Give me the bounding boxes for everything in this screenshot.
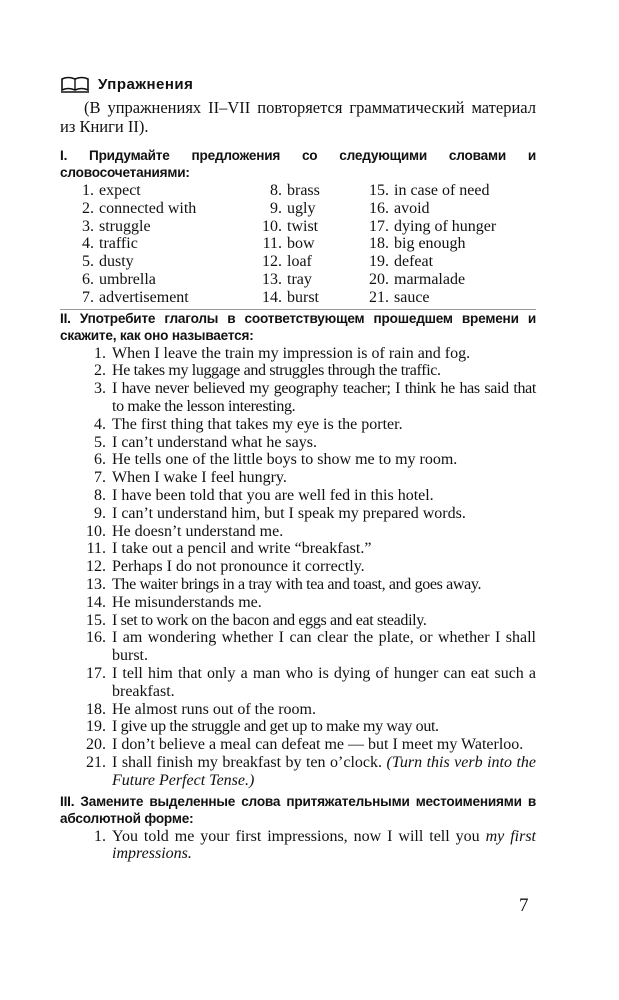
- sentence-text: [112, 416, 536, 434]
- word-item: [255, 271, 365, 289]
- sentence-item: [60, 665, 536, 701]
- word-number: 14.: [262, 288, 282, 306]
- sentence-item: [60, 828, 536, 864]
- sentence-item: [60, 754, 536, 790]
- sentence-body: I am wondering whether I can clear the plate, or whether I shall burst.: [112, 629, 536, 665]
- sentence-body: I have been told that you are well fed in this hotel.: [112, 486, 434, 504]
- sentence-number: 13.: [86, 575, 106, 593]
- sentence-number: 6.: [94, 451, 106, 469]
- word-item: [60, 235, 255, 253]
- exercise-3-list: [60, 828, 536, 864]
- word-number: 13.: [262, 270, 282, 288]
- sentence-body: The first thing that takes my eye is the porter.: [112, 415, 403, 433]
- sentence-number: 3.: [94, 380, 106, 398]
- word-text: traffic: [99, 235, 138, 253]
- sentence-item: [60, 629, 536, 665]
- sentence-item: [60, 701, 536, 719]
- sentence-item: [60, 416, 536, 434]
- intro-text: (В упражнениях II–VII повторяется грамматический материал из Книги II).: [60, 98, 536, 136]
- sentence-number: 15.: [86, 611, 106, 629]
- sentence-number: 4.: [94, 415, 106, 433]
- sentence-body: I set to work on the bacon and eggs and eat steadily.: [112, 611, 427, 629]
- sentence-item: [60, 558, 536, 576]
- word-text: loaf: [287, 253, 312, 271]
- sentence-body: When I wake I feel hungry.: [112, 469, 287, 487]
- sentence-note: (Turn this verb into the Future Perfect Tense.): [112, 753, 537, 789]
- word-text: avoid: [394, 199, 430, 217]
- sentence-item: [60, 487, 536, 505]
- sentence-text: [112, 451, 536, 469]
- exercise-3-task: III. Замените выделенные слова притяжательными местоимениями в абсолютной форме:: [60, 793, 536, 826]
- word-text: twist: [287, 217, 319, 235]
- word-number: 10.: [262, 217, 282, 235]
- word-number: 4.: [82, 235, 94, 253]
- sentence-body: He almost runs out of the room.: [112, 700, 316, 718]
- word-text: tray: [287, 270, 312, 288]
- sentence-body: I shall finish my breakfast by ten o’clock.: [112, 753, 383, 771]
- word-text: advertisement: [99, 288, 189, 306]
- word-item: [365, 289, 536, 307]
- sentence-body: I don’t believe a meal can defeat me — but I meet my Waterloo.: [112, 736, 524, 754]
- word-number: 3.: [82, 217, 94, 235]
- sentence-text: [112, 362, 536, 380]
- word-number: 11.: [262, 235, 282, 253]
- exercise-2-task: II. Употребите глаголы в соответствующем прошедшем времени и скажите, как оно называется:: [60, 310, 536, 343]
- sentence-item: [60, 718, 536, 736]
- word-number: 18.: [369, 235, 389, 253]
- section-header: [60, 72, 536, 96]
- sentence-number: 7.: [94, 469, 106, 487]
- word-item: [255, 182, 365, 200]
- sentence-number: 18.: [86, 700, 106, 718]
- word-item: [60, 218, 255, 236]
- sentence-body: Perhaps I do not pronounce it correctly.: [112, 558, 365, 576]
- sentence-text: [112, 505, 536, 523]
- word-item: [60, 200, 255, 218]
- word-column-3: [365, 182, 536, 307]
- sentence-text: [112, 736, 536, 754]
- word-number: 6.: [82, 270, 94, 288]
- sentence-text: [112, 345, 536, 363]
- sentence-item: [60, 362, 536, 380]
- word-text: dying of hunger: [394, 217, 497, 235]
- sentence-number: 12.: [86, 558, 106, 576]
- sentence-body: I have never believed my geography teacher; I think he has said that to make the lesson interesting.: [112, 380, 536, 415]
- word-text: brass: [287, 182, 320, 199]
- sentence-number: 1.: [94, 827, 106, 845]
- word-text: umbrella: [99, 270, 156, 288]
- word-number: 20.: [369, 270, 389, 288]
- sentence-number: 17.: [86, 664, 106, 682]
- sentence-text: [112, 540, 536, 558]
- word-item: [60, 182, 255, 200]
- sentence-text: [112, 701, 536, 719]
- sentence-item: [60, 434, 536, 452]
- word-number: 21.: [369, 288, 389, 306]
- word-text: ugly: [287, 199, 316, 217]
- sentence-item: [60, 736, 536, 754]
- word-item: [60, 253, 255, 271]
- sentence-text: [112, 612, 536, 630]
- sentence-item: [60, 540, 536, 558]
- sentence-text: [112, 594, 536, 612]
- word-text: dusty: [99, 253, 134, 271]
- sentence-item: [60, 594, 536, 612]
- word-item: [365, 218, 536, 236]
- sentence-number: 21.: [86, 753, 106, 771]
- sentence-text: [112, 434, 536, 452]
- sentence-number: 16.: [86, 629, 106, 647]
- sentence-item: [60, 505, 536, 523]
- word-item: [365, 253, 536, 271]
- sentence-text: [112, 576, 536, 594]
- word-number: 15.: [369, 182, 389, 199]
- sentence-text: [112, 629, 536, 665]
- sentence-text: [112, 487, 536, 505]
- sentence-item: [60, 380, 536, 416]
- page-number: 7: [519, 895, 529, 916]
- word-item: [365, 182, 536, 200]
- sentence-number: 20.: [86, 736, 106, 754]
- open-book-icon: [60, 75, 90, 93]
- sentence-number: 8.: [94, 486, 106, 504]
- sentence-body: I can’t understand what he says.: [112, 433, 317, 451]
- section-title: Упражнения: [98, 75, 194, 93]
- word-item: [255, 289, 365, 307]
- word-item: [255, 235, 365, 253]
- word-text: sauce: [394, 288, 430, 306]
- word-number: 9.: [270, 199, 282, 217]
- sentence-item: [60, 576, 536, 594]
- sentence-text: [112, 469, 536, 487]
- word-number: 1.: [82, 182, 94, 199]
- sentence-text: [112, 558, 536, 576]
- sentence-number: 10.: [86, 522, 106, 540]
- sentence-number: 2.: [94, 362, 106, 380]
- word-item: [255, 253, 365, 271]
- sentence-body: He tells one of the little boys to show me to my room.: [112, 451, 458, 469]
- word-text: connected with: [99, 199, 197, 217]
- sentence-item: [60, 612, 536, 630]
- highlighted-words: my first impressions.: [112, 827, 536, 863]
- word-text: big enough: [394, 235, 466, 253]
- word-number: 7.: [82, 288, 94, 306]
- sentence-body: When I leave the train my impression is of rain and fog.: [112, 344, 471, 362]
- sentence-item: [60, 469, 536, 487]
- word-text: burst: [287, 288, 319, 306]
- word-text: struggle: [99, 217, 151, 235]
- sentence-text: [112, 828, 536, 864]
- sentence-number: 1.: [94, 344, 106, 362]
- word-text: marmalade: [394, 270, 466, 288]
- sentence-body: He doesn’t understand me.: [112, 522, 284, 540]
- word-item: [60, 271, 255, 289]
- sentence-number: 14.: [86, 593, 106, 611]
- word-number: 5.: [82, 253, 94, 271]
- word-number: 12.: [262, 253, 282, 271]
- word-text: bow: [287, 235, 315, 253]
- word-number: 17.: [369, 217, 389, 235]
- sentence-text: [112, 718, 536, 736]
- sentence-item: [60, 451, 536, 469]
- word-list: [60, 182, 536, 307]
- word-item: [60, 289, 255, 307]
- sentence-number: 19.: [86, 718, 106, 736]
- word-column-1: [60, 182, 255, 307]
- word-item: [365, 200, 536, 218]
- word-number: 16.: [369, 199, 389, 217]
- page: [60, 72, 536, 863]
- sentence-number: 11.: [86, 540, 106, 558]
- sentence-number: 9.: [94, 504, 106, 522]
- sentence-body: I give up the struggle and get up to make my way out.: [112, 718, 439, 736]
- sentence-body: You told me your first impressions, now I will tell you: [112, 827, 480, 845]
- exercise-2-list: [60, 345, 536, 790]
- word-number: 2.: [82, 199, 94, 217]
- word-number: 8.: [270, 182, 282, 199]
- sentence-item: [60, 523, 536, 541]
- sentence-text: [112, 523, 536, 541]
- sentence-text: [112, 380, 536, 416]
- sentence-body: I take out a pencil and write “breakfast.”: [112, 540, 372, 558]
- exercise-1-task: I. Придумайте предложения со следующими словами и словосочетаниями:: [60, 148, 536, 180]
- word-item: [255, 200, 365, 218]
- sentence-number: 5.: [94, 433, 106, 451]
- sentence-text: [112, 665, 536, 701]
- word-text: expect: [99, 182, 141, 199]
- word-text: defeat: [394, 253, 434, 271]
- sentence-text: [112, 754, 536, 790]
- word-item: [255, 218, 365, 236]
- sentence-body: I tell him that only a man who is dying of hunger can eat such a breakfast.: [112, 664, 536, 700]
- word-number: 19.: [369, 253, 389, 271]
- sentence-body: I can’t understand him, but I speak my prepared words.: [112, 504, 466, 522]
- word-column-2: [255, 182, 365, 307]
- sentence-body: He misunderstands me.: [112, 593, 262, 611]
- word-text: in case of need: [394, 182, 490, 199]
- sentence-body: He takes my luggage and struggles through the traffic.: [112, 362, 441, 380]
- word-item: [365, 271, 536, 289]
- sentence-item: [60, 345, 536, 363]
- sentence-body: The waiter brings in a tray with tea and toast, and goes away.: [112, 575, 482, 593]
- word-item: [365, 235, 536, 253]
